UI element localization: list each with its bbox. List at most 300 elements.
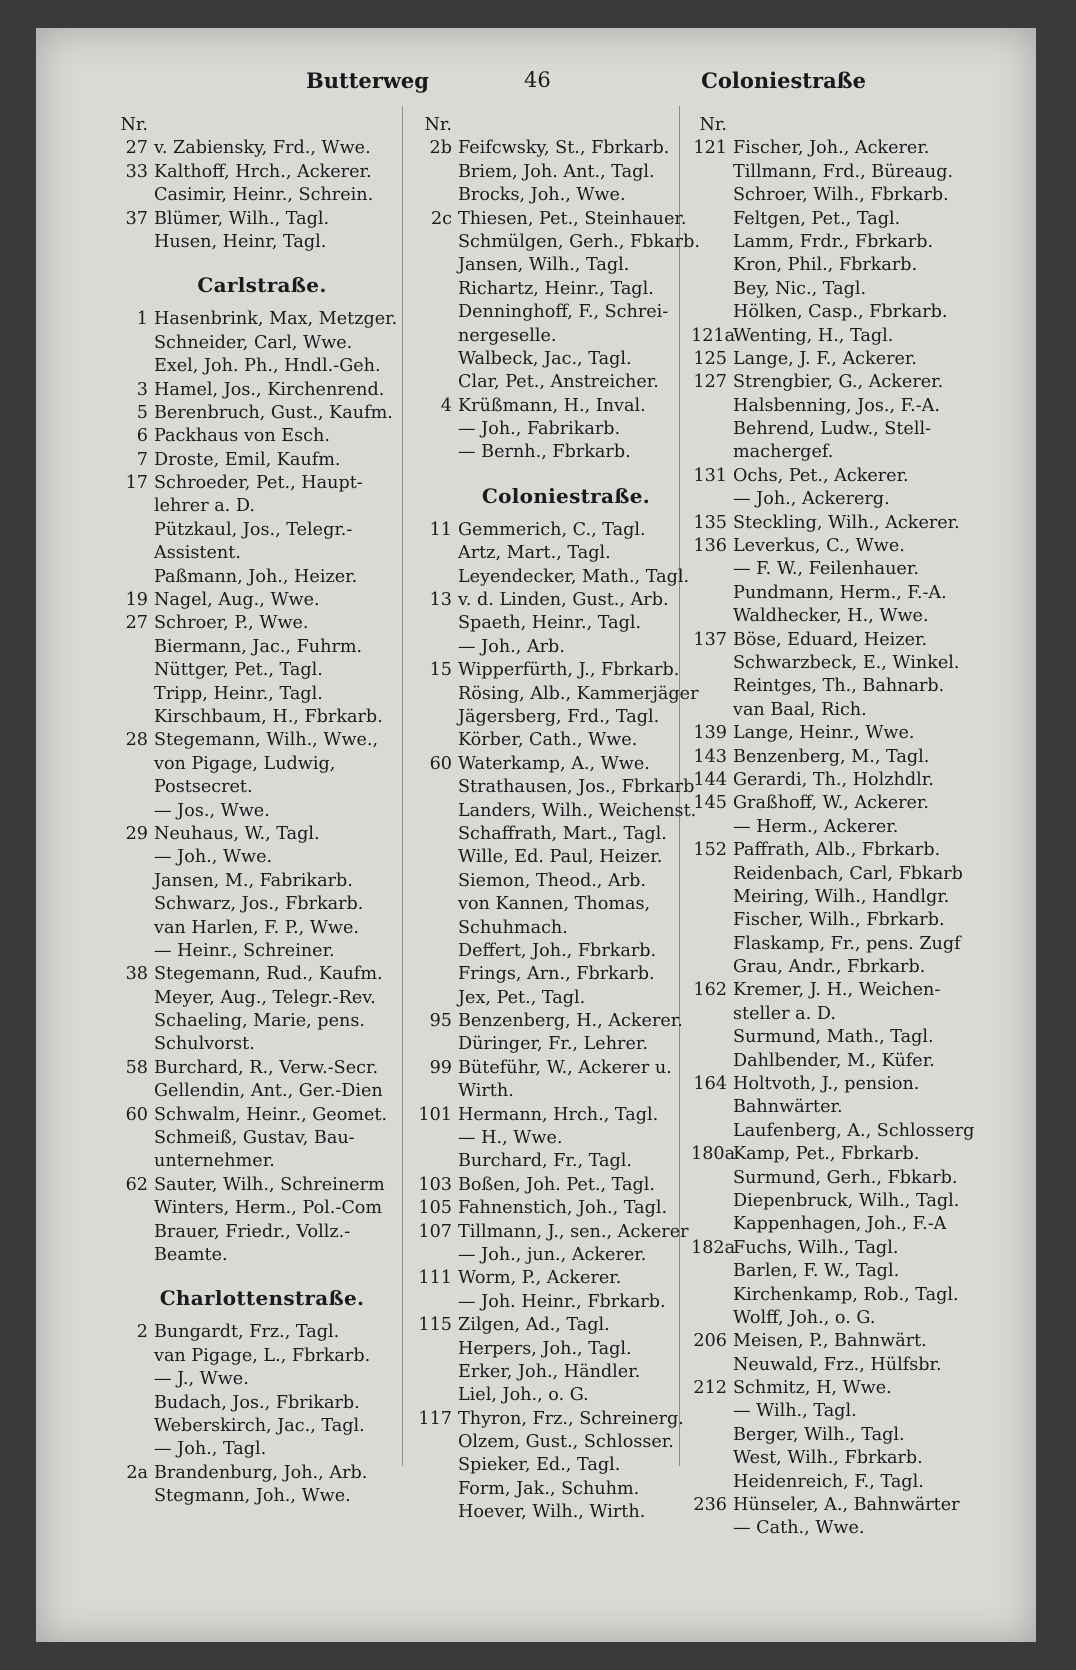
resident-text: Tripp, Heinr., Tagl. bbox=[154, 683, 323, 704]
resident-text: Nagel, Aug., Wwe. bbox=[154, 590, 320, 611]
house-number: 111 bbox=[418, 1268, 452, 1289]
house-number: 27 bbox=[125, 138, 148, 159]
directory-entry bbox=[112, 1080, 412, 1103]
resident-text: Holtvoth, J., pension. bbox=[733, 1074, 920, 1095]
resident-text: Körber, Cath., Wwe. bbox=[458, 730, 638, 751]
resident-text: von Kannen, Thomas, bbox=[458, 894, 651, 915]
directory-entry bbox=[112, 161, 412, 184]
directory-entry bbox=[416, 1033, 716, 1056]
directory-entry bbox=[416, 566, 716, 589]
resident-text: machergef. bbox=[733, 442, 834, 463]
house-number: 105 bbox=[418, 1198, 452, 1219]
resident-text: Hünseler, A., Bahnwärter bbox=[733, 1495, 960, 1516]
resident-text: Wille, Ed. Paul, Heizer. bbox=[458, 847, 663, 868]
resident-text: Spieker, Ed., Tagl. bbox=[458, 1455, 621, 1476]
resident-text: Fischer, Wilh., Fbrkarb. bbox=[733, 910, 945, 931]
directory-entry bbox=[416, 1478, 716, 1501]
resident-text: — H., Wwe. bbox=[458, 1128, 563, 1149]
house-number: 212 bbox=[693, 1378, 727, 1399]
resident-text: Schroer, Wilh., Fbrkarb. bbox=[733, 185, 949, 206]
directory-entry bbox=[416, 1314, 716, 1337]
directory-entry bbox=[416, 1244, 716, 1267]
directory-entry bbox=[691, 1284, 991, 1307]
directory-entry bbox=[691, 652, 991, 675]
directory-entry bbox=[112, 425, 412, 448]
directory-entry bbox=[112, 1127, 412, 1150]
resident-text: — Joh. Heinr., Fbrkarb. bbox=[458, 1291, 666, 1312]
directory-entry bbox=[691, 1447, 991, 1470]
directory-entry bbox=[112, 1057, 412, 1080]
directory-page bbox=[36, 28, 1036, 1642]
resident-text: Spaeth, Heinr., Tagl. bbox=[458, 613, 642, 634]
directory-entry bbox=[112, 542, 412, 565]
directory-entry bbox=[691, 418, 991, 441]
directory-entry bbox=[416, 395, 716, 418]
directory-entry bbox=[691, 1050, 991, 1073]
directory-entry bbox=[691, 1237, 991, 1260]
resident-text: Artz, Mart., Tagl. bbox=[458, 543, 611, 564]
house-number: 99 bbox=[429, 1057, 452, 1078]
directory-entry bbox=[416, 418, 716, 441]
directory-entry bbox=[416, 1501, 716, 1524]
resident-text: Casimir, Heinr., Schrein. bbox=[154, 185, 374, 206]
house-number: 115 bbox=[418, 1315, 452, 1336]
resident-text: Hasenbrink, Max, Metzger. bbox=[154, 309, 398, 330]
street-heading: Coloniestraße. bbox=[481, 483, 651, 508]
house-number: Nr. bbox=[424, 115, 452, 135]
resident-text: Kron, Phil., Fbrkarb. bbox=[733, 255, 918, 276]
directory-entry bbox=[112, 1033, 412, 1056]
resident-text: Düringer, Fr., Lehrer. bbox=[458, 1034, 648, 1055]
directory-entry bbox=[416, 1010, 716, 1033]
resident-text: Exel, Joh. Ph., Hndl.-Geh. bbox=[154, 356, 381, 377]
directory-entry bbox=[691, 722, 991, 745]
resident-text: Reidenbach, Carl, Fbkarb bbox=[733, 863, 963, 884]
directory-entry bbox=[112, 1368, 412, 1391]
resident-text: Sauter, Wilh., Schreinerm bbox=[154, 1174, 385, 1195]
resident-text: Waldhecker, H., Wwe. bbox=[733, 606, 929, 627]
directory-entry bbox=[112, 137, 412, 160]
resident-text: Neuwald, Frz., Hülfsbr. bbox=[733, 1354, 942, 1375]
resident-text: Kremer, J. H., Weichen- bbox=[733, 980, 941, 1001]
resident-text: — Cath., Wwe. bbox=[733, 1518, 865, 1539]
house-number: 2c bbox=[430, 208, 452, 229]
house-number: 127 bbox=[693, 372, 727, 393]
directory-entry bbox=[416, 1197, 716, 1220]
resident-text: Form, Jak., Schuhm. bbox=[458, 1478, 640, 1499]
resident-text: Böse, Eduard, Heizer. bbox=[733, 629, 928, 650]
directory-entry bbox=[112, 1244, 412, 1267]
house-number: 182a bbox=[691, 1237, 736, 1258]
resident-text: v. d. Linden, Gust., Arb. bbox=[458, 590, 669, 611]
directory-entry bbox=[416, 1267, 716, 1290]
house-number: 11 bbox=[429, 519, 452, 540]
resident-text: Strengbier, G., Ackerer. bbox=[733, 372, 944, 393]
resident-text: Gellendin, Ant., Ger.-Dien bbox=[154, 1081, 383, 1102]
resident-text: Flaskamp, Fr., pens. Zugf bbox=[733, 933, 961, 954]
resident-text: Packhaus von Esch. bbox=[154, 426, 330, 447]
resident-text: Paffrath, Alb., Fbrkarb. bbox=[733, 840, 941, 861]
resident-text: Briem, Joh. Ant., Tagl. bbox=[458, 161, 655, 182]
directory-entry bbox=[691, 1167, 991, 1190]
directory-entry bbox=[112, 355, 412, 378]
house-number: 143 bbox=[693, 746, 727, 767]
resident-text: Kappenhagen, Joh., F.-A bbox=[733, 1214, 947, 1235]
resident-text: Feltgen, Pet., Tagl. bbox=[733, 208, 901, 229]
directory-entry bbox=[691, 1424, 991, 1447]
house-number: 37 bbox=[125, 208, 148, 229]
directory-entry bbox=[112, 776, 412, 799]
resident-text: Beamte. bbox=[154, 1244, 228, 1265]
directory-entry bbox=[691, 1096, 991, 1119]
directory-entry bbox=[112, 231, 412, 254]
house-number: 117 bbox=[418, 1408, 452, 1429]
house-number: 236 bbox=[693, 1495, 727, 1516]
house-number: 152 bbox=[693, 840, 727, 861]
directory-entry bbox=[691, 325, 991, 348]
resident-text: Hölken, Casp., Fbrkarb. bbox=[733, 302, 948, 323]
resident-text: lehrer a. D. bbox=[154, 496, 255, 517]
directory-entry bbox=[112, 566, 412, 589]
resident-text: Halsbenning, Jos., F.-A. bbox=[733, 395, 940, 416]
resident-text: Landers, Wilh., Weichenst. bbox=[458, 800, 697, 821]
house-number: 121a bbox=[691, 325, 736, 346]
resident-text: Laufenberg, A., Schlosserg bbox=[733, 1120, 975, 1141]
resident-text: van Harlen, F. P., Wwe. bbox=[154, 917, 359, 938]
resident-text: Gerardi, Th., Holzhdlr. bbox=[733, 769, 934, 790]
resident-text: Schneider, Carl, Wwe. bbox=[154, 332, 353, 353]
directory-entry bbox=[112, 208, 412, 231]
directory-entry bbox=[416, 1127, 716, 1150]
directory-entry bbox=[691, 1330, 991, 1353]
directory-entry bbox=[112, 1150, 412, 1173]
house-number: 101 bbox=[418, 1104, 452, 1125]
resident-text: Lange, J. F., Ackerer. bbox=[733, 348, 918, 369]
resident-text: Kamp, Pet., Fbrkarb. bbox=[733, 1144, 920, 1165]
resident-text: Meyer, Aug., Telegr.-Rev. bbox=[154, 987, 376, 1008]
resident-text: Paßmann, Joh., Heizer. bbox=[154, 566, 358, 587]
resident-text: Budach, Jos., Fbrikarb. bbox=[154, 1392, 360, 1413]
house-number: 206 bbox=[693, 1331, 727, 1352]
house-number: 137 bbox=[693, 629, 727, 650]
house-number: 62 bbox=[125, 1174, 148, 1195]
resident-text: Liel, Joh., o. G. bbox=[458, 1385, 589, 1406]
directory-entry bbox=[691, 1260, 991, 1283]
resident-text: Grau, Andr., Fbrkarb. bbox=[733, 957, 926, 978]
house-number: Nr. bbox=[699, 115, 727, 135]
directory-entry bbox=[691, 1190, 991, 1213]
resident-text: Schmeiß, Gustav, Bau- bbox=[154, 1128, 355, 1149]
directory-entry bbox=[691, 558, 991, 581]
directory-entry bbox=[691, 254, 991, 277]
resident-text: Blümer, Wilh., Tagl. bbox=[154, 208, 330, 229]
directory-entry bbox=[691, 979, 991, 1002]
house-number: 60 bbox=[429, 753, 452, 774]
house-number: 1 bbox=[136, 309, 148, 330]
house-number: 60 bbox=[125, 1104, 148, 1125]
house-number: 144 bbox=[693, 769, 727, 790]
resident-text: Assistent. bbox=[154, 543, 241, 564]
resident-text: — Joh., jun., Ackerer. bbox=[458, 1244, 647, 1265]
directory-entry bbox=[112, 870, 412, 893]
resident-text: Boßen, Joh. Pet., Tagl. bbox=[458, 1174, 656, 1195]
resident-text: Richartz, Heinr., Tagl. bbox=[458, 278, 654, 299]
column-3 bbox=[691, 114, 991, 1541]
directory-entry bbox=[691, 582, 991, 605]
directory-entry bbox=[112, 449, 412, 472]
resident-text: Jansen, Wilh., Tagl. bbox=[458, 255, 630, 276]
directory-entry bbox=[691, 816, 991, 839]
directory-entry bbox=[691, 1213, 991, 1236]
house-number: 17 bbox=[125, 473, 148, 494]
house-number: 135 bbox=[693, 512, 727, 533]
resident-text: Kirschbaum, H., Fbrkarb. bbox=[154, 706, 383, 727]
resident-text: — Joh., Arb. bbox=[458, 636, 565, 657]
house-number: 2b bbox=[429, 138, 452, 159]
directory-entry bbox=[416, 870, 716, 893]
directory-entry bbox=[416, 231, 716, 254]
resident-text: Meisen, P., Bahnwärt. bbox=[733, 1331, 927, 1352]
resident-text: Bahnwärter. bbox=[733, 1097, 843, 1118]
house-number: 131 bbox=[693, 465, 727, 486]
resident-text: Herpers, Joh., Tagl. bbox=[458, 1338, 632, 1359]
house-number: 2a bbox=[126, 1462, 148, 1483]
directory-entry bbox=[112, 800, 412, 823]
resident-text: Schroeder, Pet., Haupt- bbox=[154, 473, 363, 494]
resident-text: Berenbruch, Gust., Kaufm. bbox=[154, 402, 393, 423]
directory-entry bbox=[691, 161, 991, 184]
resident-text: Hermann, Hrch., Tagl. bbox=[458, 1104, 659, 1125]
resident-text: Benzenberg, M., Tagl. bbox=[733, 746, 930, 767]
resident-text: Olzem, Gust., Schlosser. bbox=[458, 1432, 674, 1453]
resident-text: Fahnenstich, Joh., Tagl. bbox=[458, 1198, 668, 1219]
resident-text: — Joh., Ackererg. bbox=[733, 489, 890, 510]
resident-text: nergeselle. bbox=[458, 325, 557, 346]
directory-entry bbox=[112, 1345, 412, 1368]
house-number: 164 bbox=[693, 1074, 727, 1095]
directory-entry bbox=[416, 1431, 716, 1454]
resident-text: Meiring, Wilh., Handlgr. bbox=[733, 886, 950, 907]
directory-entry bbox=[691, 1073, 991, 1096]
resident-text: Krüßmann, H., Inval. bbox=[458, 395, 646, 416]
directory-entry bbox=[112, 495, 412, 518]
house-number: 139 bbox=[693, 723, 727, 744]
house-number: 58 bbox=[125, 1057, 148, 1078]
directory-entry bbox=[416, 1408, 716, 1431]
directory-entry bbox=[691, 909, 991, 932]
resident-text: v. Zabiensky, Frd., Wwe. bbox=[154, 138, 371, 159]
directory-entry bbox=[691, 1026, 991, 1049]
resident-text: Nüttger, Pet., Tagl. bbox=[154, 660, 323, 681]
directory-entry bbox=[416, 184, 716, 207]
house-number: 125 bbox=[693, 348, 727, 369]
directory-entry bbox=[112, 917, 412, 940]
directory-entry bbox=[416, 348, 716, 371]
house-number: 28 bbox=[125, 730, 148, 751]
resident-text: — F. W., Feilenhauer. bbox=[733, 559, 919, 580]
directory-entry bbox=[691, 792, 991, 815]
resident-text: Bey, Nic., Tagl. bbox=[733, 278, 867, 299]
directory-entry bbox=[416, 659, 716, 682]
resident-text: Wirth. bbox=[458, 1081, 514, 1102]
directory-entry bbox=[416, 1291, 716, 1314]
resident-text: Worm, P., Ackerer. bbox=[458, 1268, 622, 1289]
directory-entry bbox=[416, 589, 716, 612]
directory-entry bbox=[691, 114, 991, 137]
directory-entry bbox=[112, 683, 412, 706]
resident-text: Erker, Joh., Händler. bbox=[458, 1361, 641, 1382]
resident-text: Lange, Heinr., Wwe. bbox=[733, 723, 915, 744]
resident-text: Reintges, Th., Bahnarb. bbox=[733, 676, 945, 697]
directory-entry bbox=[416, 371, 716, 394]
house-number: 3 bbox=[136, 379, 148, 400]
directory-entry bbox=[112, 1392, 412, 1415]
directory-entry bbox=[416, 1150, 716, 1173]
resident-text: Leyendecker, Math., Tagl. bbox=[458, 566, 690, 587]
resident-text: steller a. D. bbox=[733, 1003, 836, 1024]
directory-entry bbox=[691, 1400, 991, 1423]
directory-entry bbox=[416, 893, 716, 916]
resident-text: Deffert, Joh., Fbrkarb. bbox=[458, 940, 657, 961]
directory-entry bbox=[112, 114, 412, 137]
directory-entry bbox=[112, 379, 412, 402]
directory-entry bbox=[691, 1494, 991, 1517]
resident-text: Brauer, Friedr., Vollz.- bbox=[154, 1221, 351, 1242]
resident-text: — Joh., Wwe. bbox=[154, 847, 273, 868]
resident-text: Tillmann, Frd., Büreaug. bbox=[733, 161, 954, 182]
resident-text: Schwarzbeck, E., Winkel. bbox=[733, 652, 960, 673]
resident-text: Clar, Pet., Anstreicher. bbox=[458, 372, 659, 393]
directory-entry bbox=[416, 254, 716, 277]
directory-entry bbox=[112, 823, 412, 846]
street-heading: Carlstraße. bbox=[197, 273, 327, 298]
directory-entry bbox=[691, 231, 991, 254]
directory-entry bbox=[691, 886, 991, 909]
directory-entry bbox=[416, 612, 716, 635]
resident-text: Thiesen, Pet., Steinhauer. bbox=[458, 208, 687, 229]
resident-text: Pützkaul, Jos., Telegr.- bbox=[154, 519, 353, 540]
directory-entry bbox=[112, 1104, 412, 1127]
resident-text: Stegemann, Wilh., Wwe., bbox=[154, 730, 379, 751]
resident-text: Waterkamp, A., Wwe. bbox=[458, 753, 650, 774]
resident-text: Leverkus, C., Wwe. bbox=[733, 536, 905, 557]
resident-text: Behrend, Ludw., Stell- bbox=[733, 419, 932, 440]
resident-text: Surmund, Gerh., Fbkarb. bbox=[733, 1167, 958, 1188]
directory-entry bbox=[112, 846, 412, 869]
directory-entry bbox=[112, 636, 412, 659]
directory-entry bbox=[112, 184, 412, 207]
house-number: 5 bbox=[136, 402, 148, 423]
directory-entry bbox=[691, 1517, 991, 1540]
resident-text: West, Wilh., Fbrkarb. bbox=[733, 1448, 923, 1469]
directory-entry bbox=[416, 800, 716, 823]
resident-text: Hamel, Jos., Kirchenrend. bbox=[154, 379, 385, 400]
directory-entry bbox=[691, 371, 991, 394]
directory-entry bbox=[691, 769, 991, 792]
directory-entry bbox=[691, 699, 991, 722]
house-number: 15 bbox=[429, 660, 452, 681]
house-number: 136 bbox=[693, 536, 727, 557]
house-number: 27 bbox=[125, 613, 148, 634]
resident-text: Benzenberg, H., Ackerer. bbox=[458, 1011, 683, 1032]
directory-entry bbox=[112, 729, 412, 752]
house-number: 162 bbox=[693, 980, 727, 1001]
directory-entry bbox=[691, 839, 991, 862]
directory-entry bbox=[691, 348, 991, 371]
directory-entry bbox=[416, 729, 716, 752]
resident-text: Wenting, H., Tagl. bbox=[733, 325, 894, 346]
resident-text: Zilgen, Ad., Tagl. bbox=[458, 1315, 610, 1336]
resident-text: Feifcwsky, St., Fbrkarb. bbox=[458, 138, 670, 159]
resident-text: Brandenburg, Joh., Arb. bbox=[154, 1462, 368, 1483]
resident-text: Bungardt, Frz., Tagl. bbox=[154, 1322, 340, 1343]
directory-entry bbox=[416, 301, 716, 324]
header-right-street: Coloniestraße bbox=[701, 68, 866, 93]
directory-entry bbox=[416, 776, 716, 799]
resident-text: Jex, Pet., Tagl. bbox=[458, 987, 586, 1008]
directory-entry bbox=[691, 746, 991, 769]
resident-text: Tillmann, J., sen., Ackerer bbox=[458, 1221, 689, 1242]
resident-text: Pundmann, Herm., F.-A. bbox=[733, 582, 947, 603]
resident-text: — Jos., Wwe. bbox=[154, 800, 270, 821]
resident-text: Büteführ, W., Ackerer u. bbox=[458, 1057, 672, 1078]
house-number: 180a bbox=[691, 1144, 736, 1165]
house-number: 13 bbox=[429, 590, 452, 611]
directory-entry bbox=[416, 519, 716, 542]
directory-entry bbox=[691, 441, 991, 464]
directory-entry bbox=[416, 1080, 716, 1103]
directory-entry bbox=[112, 1438, 412, 1461]
directory-entry bbox=[112, 1462, 412, 1485]
resident-text: Schaffrath, Mart., Tagl. bbox=[458, 823, 667, 844]
page-number: 46 bbox=[524, 68, 551, 92]
house-number: 29 bbox=[125, 823, 148, 844]
house-number: 121 bbox=[693, 138, 727, 159]
directory-entry bbox=[416, 963, 716, 986]
house-number: 6 bbox=[136, 426, 148, 447]
directory-entry bbox=[112, 893, 412, 916]
directory-entry bbox=[112, 753, 412, 776]
house-number: 7 bbox=[136, 449, 148, 470]
directory-entry bbox=[416, 1174, 716, 1197]
header-left-street: Butterweg bbox=[306, 68, 429, 93]
resident-text: Strathausen, Jos., Fbrkarb bbox=[458, 777, 695, 798]
house-number: 145 bbox=[693, 793, 727, 814]
resident-text: Gemmerich, C., Tagl. bbox=[458, 519, 646, 540]
directory-entry bbox=[416, 706, 716, 729]
resident-text: Burchard, R., Verw.-Secr. bbox=[154, 1057, 379, 1078]
resident-text: Jansen, M., Fabrikarb. bbox=[154, 870, 353, 891]
directory-entry bbox=[691, 137, 991, 160]
house-number: 107 bbox=[418, 1221, 452, 1242]
house-number: 38 bbox=[125, 964, 148, 985]
directory-entry bbox=[112, 987, 412, 1010]
resident-text: von Pigage, Ludwig, bbox=[154, 753, 336, 774]
resident-text: Heidenreich, F., Tagl. bbox=[733, 1471, 924, 1492]
directory-entry bbox=[691, 488, 991, 511]
resident-text: Berger, Wilh., Tagl. bbox=[733, 1424, 905, 1445]
directory-entry bbox=[416, 823, 716, 846]
directory-entry bbox=[416, 1384, 716, 1407]
resident-text: Weberskirch, Jac., Tagl. bbox=[154, 1415, 365, 1436]
resident-text: Schwalm, Heinr., Geomet. bbox=[154, 1104, 388, 1125]
directory-entry bbox=[691, 278, 991, 301]
house-number: 95 bbox=[429, 1011, 452, 1032]
directory-entry bbox=[691, 933, 991, 956]
resident-text: Thyron, Frz., Schreinerg. bbox=[458, 1408, 684, 1429]
directory-entry bbox=[691, 535, 991, 558]
directory-entry bbox=[416, 137, 716, 160]
